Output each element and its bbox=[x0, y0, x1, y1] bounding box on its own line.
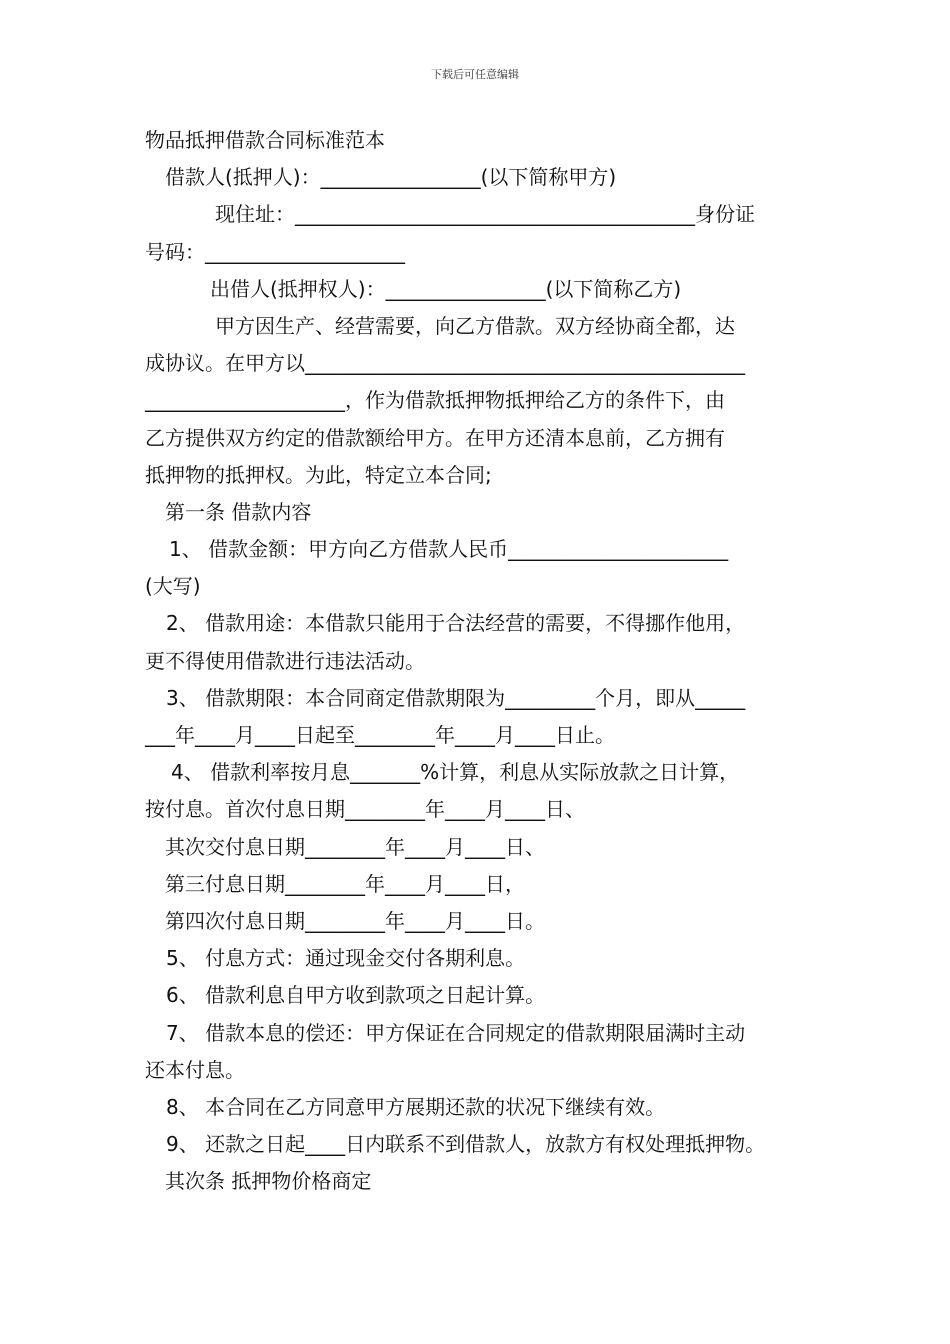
contract-line: 3、 借款期限：本合同商定借款期限为_________个月，即从_____ bbox=[166, 685, 746, 710]
contract-line: ___年____月____日起至________年____月____日止。 bbox=[145, 723, 615, 747]
contract-line: 现住址：________________________________________身份证 bbox=[215, 202, 755, 227]
contract-line: 第四次付息日期________年____月____日。 bbox=[165, 908, 545, 933]
contract-line: 更不得使用借款进行违法活动。 bbox=[145, 648, 425, 673]
contract-line: 其次交付息日期________年____月____日、 bbox=[165, 834, 545, 859]
contract-line: 6、 借款利息自甲方收到款项之日起计算。 bbox=[166, 983, 546, 1008]
contract-line: 乙方提供双方约定的借款额给甲方。在甲方还清本息前，乙方拥有 bbox=[145, 425, 725, 450]
contract-line: 还本付息。 bbox=[145, 1057, 245, 1082]
contract-line: 成协议。在甲方以____________________________________________ bbox=[145, 351, 745, 376]
contract-line: 第三付息日期________年____月____日， bbox=[165, 871, 525, 896]
contract-line: 2、 借款用途：本借款只能用于合法经营的需要，不得挪作他用， bbox=[166, 611, 746, 636]
contract-line: 其次条 抵押物价格商定 bbox=[165, 1169, 372, 1194]
page-header-note: 下载后可任意编辑 bbox=[431, 68, 519, 81]
contract-line: ____________________，作为借款抵押物抵押给乙方的条件下，由 bbox=[145, 388, 725, 413]
contract-line: 出借人(抵押权人)：________________(以下简称乙方) bbox=[210, 276, 682, 301]
contract-line: (大写) bbox=[145, 574, 201, 599]
contract-line: 7、 借款本息的偿还：甲方保证在合同规定的借款期限届满时主动 bbox=[166, 1020, 746, 1045]
contract-line: 第一条 借款内容 bbox=[165, 499, 312, 524]
contract-line: 甲方因生产、经营需要，向乙方借款。双方经协商全都，达 bbox=[215, 313, 735, 338]
contract-line: 4、 借款利率按月息_______%计算，利息从实际放款之日计算， bbox=[171, 760, 740, 785]
contract-line: 按付息。首次付息日期________年____月____日、 bbox=[145, 797, 585, 822]
document-title: 物品抵押借款合同标准范本 bbox=[145, 128, 385, 152]
contract-line: 5、 付息方式：通过现金交付各期利息。 bbox=[166, 946, 526, 971]
contract-line: 抵押物的抵押权。为此，特定立本合同; bbox=[145, 462, 492, 487]
contract-line: 1、 借款金额：甲方向乙方借款人民币______________________ bbox=[169, 537, 729, 562]
contract-line: 借款人(抵押人)：________________(以下简称甲方) bbox=[165, 165, 617, 190]
contract-line: 8、 本合同在乙方同意甲方展期还款的状况下继续有效。 bbox=[166, 1094, 666, 1119]
contract-line: 号码：____________________ bbox=[145, 239, 405, 264]
contract-line: 9、 还款之日起____日内联系不到借款人，放款方有权处理抵押物。 bbox=[166, 1132, 766, 1157]
contract-body bbox=[145, 122, 825, 1200]
